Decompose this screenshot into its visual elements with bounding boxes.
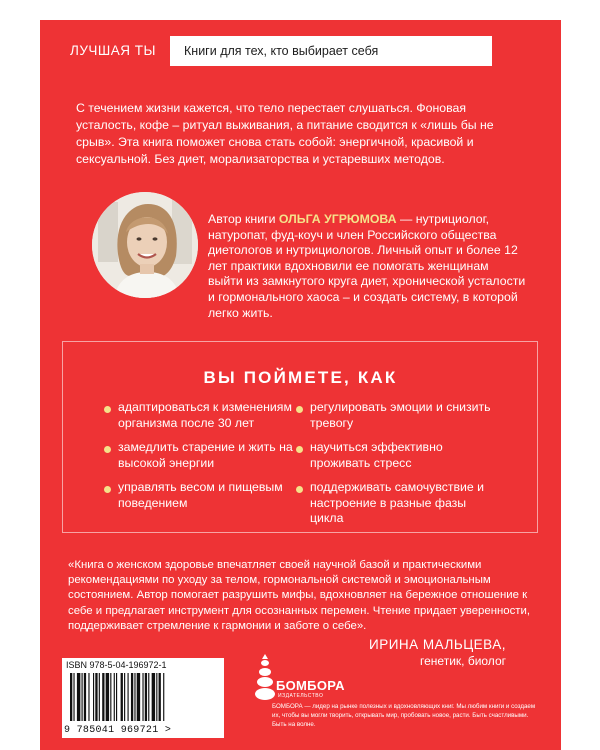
benefit-text: замедлить старение и жить на высокой энергии: [118, 440, 293, 470]
author-description: — нутрициолог, натуропат, фуд-коуч и член Российского общества диетологов и нутрициологов. Личный опыт и более 12 лет практики вдохновили ее помогать женщинам выйти из замкнутого круга диет, хронической усталости и гормонального хаоса – и создать систему, в которой легко жить.: [208, 212, 526, 320]
bullet-icon: [104, 406, 111, 413]
publisher-logo-text: БОМБОРА: [276, 678, 345, 693]
bullet-icon: [296, 486, 303, 493]
series-name: ЛУЧШАЯ ТЫ: [62, 36, 170, 66]
reviewer-name: ИРИНА МАЛЬЦЕВА,: [369, 637, 506, 652]
intro-text: С течением жизни кажется, что тело перестает слушаться. Фоновая усталость, кофе – ритуал выживания, а питание сводится к «лишь бы не срыв». Эта книга поможет снова стать собой: энергичной, красивой и сексуальной. Без диет, морализаторства и устаревших методов.: [76, 101, 494, 166]
benefit-item: [296, 440, 496, 471]
benefit-text: научиться эффективно проживать стресс: [310, 440, 443, 470]
benefit-item: [104, 440, 304, 471]
publisher-logo: [252, 652, 382, 702]
benefit-text: регулировать эмоции и снизить тревогу: [310, 400, 491, 430]
reviewer-role: генетик, биолог: [420, 654, 506, 668]
benefits-left-column: [104, 400, 304, 520]
author-photo: [92, 192, 198, 298]
benefit-item: [296, 400, 496, 431]
isbn-label: ISBN 978-5-04-196972-1: [66, 660, 167, 670]
bullet-icon: [104, 446, 111, 453]
author-bio: [208, 212, 526, 321]
author-name: ОЛЬГА УГРЮМОВА: [278, 212, 397, 226]
review-quote: «Книга о женском здоровье впечатляет своей научной базой и практическими рекомендациями по уходу за телом, гормональной системой и эмоциональным состоянием. Автор помогает разрушить мифы, вдохновляет на бережное отношение к себе и предлагает инструмент для осознанных перемен. Чтение придает уверенности, поддерживает стремление к гармонии и заботе о себе».: [68, 559, 531, 632]
barcode-icon: [70, 673, 216, 721]
benefit-item: [296, 480, 496, 527]
benefits-title: ВЫ ПОЙМЕТЕ, КАК: [203, 368, 398, 387]
author-prefix: Автор книги: [208, 212, 279, 226]
benefit-text: управлять весом и пищевым поведением: [118, 480, 283, 510]
publisher-description: БОМБОРА — лидер на рынке полезных и вдохновляющих книг. Мы любим книги и создаем их, чтобы вы могли творить, открывать мир, пробовать новое, расти. Быть счастливыми. Быть на волне.: [272, 703, 536, 728]
bullet-icon: [296, 406, 303, 413]
bombora-logo-icon: [254, 654, 276, 700]
benefit-item: [104, 400, 304, 431]
benefits-right-column: [296, 400, 496, 536]
bullet-icon: [296, 446, 303, 453]
isbn-barcode: [62, 658, 224, 738]
benefit-text: поддерживать самочувствие и настроение в разные фазы цикла: [310, 480, 485, 525]
isbn-digits: 9 785041 969721 >: [64, 725, 172, 736]
reviewer: [369, 637, 506, 668]
author-portrait-icon: [92, 192, 198, 298]
series-tagline: Книги для тех, кто выбирает себя: [184, 44, 379, 58]
benefit-text: адаптироваться к изменениям организма после 30 лет: [118, 400, 292, 430]
publisher-logo-subtitle: ИЗДАТЕЛЬСТВО: [278, 693, 324, 699]
book-back-cover: [40, 20, 561, 750]
bullet-icon: [104, 486, 111, 493]
benefit-item: [104, 480, 304, 511]
series-banner: [62, 36, 492, 66]
